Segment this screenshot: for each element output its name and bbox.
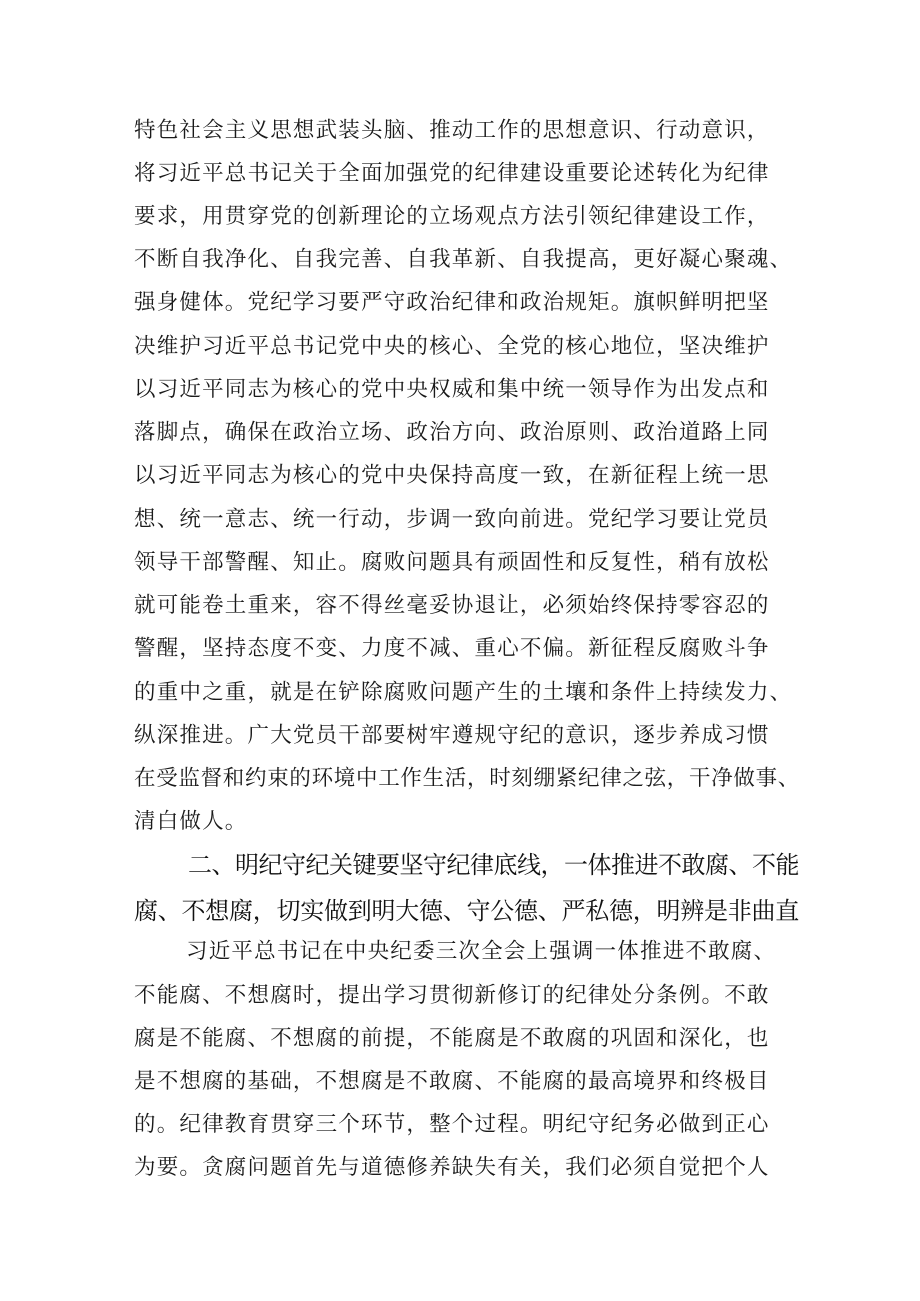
section-heading-line: 腐、不想腐，切实做到明大德、守公德、严私德，明辨是非曲直 xyxy=(134,897,799,925)
paragraph-line: 想、统一意志、统一行动，步调一致向前进。党纪学习要让党员 xyxy=(134,507,770,532)
paragraph-line: 决维护习近平总书记党中央的核心、全党的核心地位，坚决维护 xyxy=(134,334,770,359)
paragraph-line: 清白做人。 xyxy=(134,809,248,834)
paragraph-line: 纵深推进。广大党员干部要树牢遵规守纪的意识，逐步养成习惯 xyxy=(134,723,770,748)
paragraph-line: 的重中之重，就是在铲除腐败问题产生的土壤和条件上持续发力、 xyxy=(134,680,793,705)
paragraph-line: 就可能卷土重来，容不得丝毫妥协退让，必须始终保持零容忍的 xyxy=(134,593,770,618)
paragraph-line: 为要。贪腐问题首先与道德修养缺失有关，我们必须自觉把个人 xyxy=(134,1155,770,1180)
paragraph-line: 将习近平总书记关于全面加强党的纪律建设重要论述转化为纪律 xyxy=(134,161,770,186)
paragraph-line: 腐是不能腐、不想腐的前提，不能腐是不敢腐的巩固和深化，也 xyxy=(134,1026,770,1051)
paragraph-line: 以习近平同志为核心的党中央保持高度一致，在新征程上统一思 xyxy=(134,463,770,488)
paragraph-line: 落脚点，确保在政治立场、政治方向、政治原则、政治道路上同 xyxy=(134,420,770,445)
paragraph-line: 在受监督和约束的环境中工作生活，时刻绷紧纪律之弦，干净做事、 xyxy=(134,766,801,791)
section-heading-line: 二、明纪守纪关键要坚守纪律底线，一体推进不敢腐、不能 xyxy=(188,851,799,879)
paragraph-line: 不能腐、不想腐时，提出学习贯彻新修订的纪律处分条例。不敢 xyxy=(134,983,770,1008)
paragraph-line: 的。纪律教育贯穿三个环节，整个过程。明纪守纪务必做到正心 xyxy=(134,1112,770,1137)
paragraph-line: 是不想腐的基础，不想腐是不敢腐、不能腐的最高境界和终极目 xyxy=(134,1069,770,1094)
paragraph-line: 领导干部警醒、知止。腐败问题具有顽固性和反复性，稍有放松 xyxy=(134,550,770,575)
paragraph-line: 以习近平同志为核心的党中央权威和集中统一领导作为出发点和 xyxy=(134,377,770,402)
paragraph-line: 警醒，坚持态度不变、力度不减、重心不偏。新征程反腐败斗争 xyxy=(134,636,770,661)
paragraph-line: 要求，用贯穿党的创新理论的立场观点方法引领纪律建设工作， xyxy=(134,204,770,229)
paragraph-line: 特色社会主义思想武装头脑、推动工作的思想意识、行动意识， xyxy=(134,118,770,143)
paragraph-line: 不断自我净化、自我完善、自我革新、自我提高，更好凝心聚魂、 xyxy=(134,247,793,272)
paragraph-line: 习近平总书记在中央纪委三次全会上强调一体推进不敢腐、 xyxy=(186,939,777,964)
paragraph-line: 强身健体。党纪学习要严守政治纪律和政治规矩。旗帜鲜明把坚 xyxy=(134,290,770,315)
